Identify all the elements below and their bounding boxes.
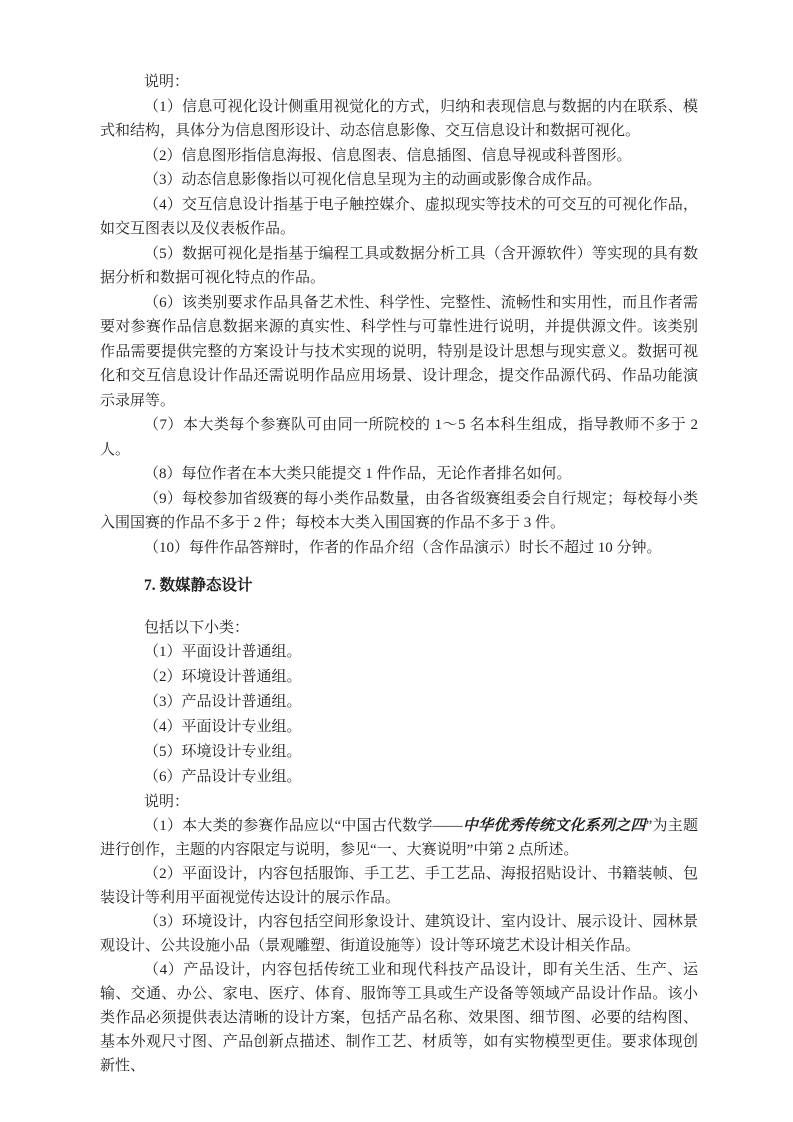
- section7-subcategory-6: （6）产品设计专业组。: [144, 769, 302, 785]
- section6-note-5: （5）数据可视化是指基于编程工具或数据分析工具（含开源软件）等实现的具有数据分析和数据可视化特点的作品。: [100, 245, 698, 286]
- section7-note-4: （4）产品设计，内容包括传统工业和现代科技产品设计，即有关生活、生产、运输、交通、办公、家电、医疗、体育、服饰等工具或生产设备等领域产品设计作品。该小类作品必须提供表达清晰的设计方案，包括产品名称、效果图、细节图、必要的结构图、基本外观尺寸图、产品创新点描述、制作工艺、材质等，如有实物模型更佳。要求体现创新性、: [100, 962, 698, 1074]
- section7-heading: 7. 数媒静态设计: [144, 577, 253, 594]
- section7-subcategory-4: （4）平面设计专业组。: [144, 719, 302, 735]
- section7-intro: 包括以下小类：: [144, 620, 250, 636]
- section7-subcategory-1: （1）平面设计普通组。: [144, 644, 302, 660]
- section6-note-4: （4）交互信息设计指基于电子触控媒介、虚拟现实等技术的可交互的可视化作品，如交互图表以及仪表板作品。: [100, 196, 698, 237]
- section7-note-1-theme-emphasis: 中华优秀传统文化系列之四: [462, 818, 646, 834]
- section7-note-3: （3）环境设计，内容包括空间形象设计、建筑设计、室内设计、展示设计、园林景观设计、公共设施小品（景观雕塑、街道设施等）设计等环境艺术设计相关作品。: [100, 914, 698, 954]
- section6-note-7: （7）本大类每个参赛队可由同一所院校的 1～5 名本科生组成，指导教师不多于 2 人。: [100, 417, 698, 458]
- section7-notes-label: 说明：: [144, 794, 190, 810]
- section6-notes-label: 说明：: [144, 74, 190, 90]
- section6-note-8: （8）每位作者在本大类只能提交 1 件作品，无论作者排名如何。: [144, 466, 572, 482]
- section7-note-1-prefix: （1）本大类的参赛作品应以“中国古代数学——: [144, 818, 463, 834]
- section6-note-6: （6）该类别要求作品具备艺术性、科学性、完整性、流畅性和实用性，而且作者需要对参赛作品信息数据来源的真实性、科学性与可靠性进行说明，并提供源文件。该类别作品需要提供完整的方案设计与技术实现的说明，特别是设计思想与现实意义。数据可视化和交互信息设计作品还需说明作品应用场景、设计理念，提交作品源代码、作品功能演示录屏等。: [100, 294, 698, 409]
- section6-note-3: （3）动态信息影像指以可视化信息呈现为主的动画或影像合成作品。: [144, 172, 602, 188]
- section7-note-2: （2）平面设计，内容包括服饰、手工艺、手工艺品、海报招贴设计、书籍装帧、包装设计等利用平面视觉传达设计的展示作品。: [100, 866, 698, 906]
- section7-subcategory-3: （3）产品设计普通组。: [144, 694, 302, 710]
- section6-note-9: （9）每校参加省级赛的每小类作品数量，由各省级赛组委会自行规定；每校每小类入围国赛的作品不多于 2 件；每校本大类入围国赛的作品不多于 3 件。: [100, 490, 698, 531]
- section6-note-10: （10）每件作品答辩时，作者的作品介绍（含作品演示）时长不超过 10 分钟。: [144, 539, 662, 556]
- section7-note-1-suffix: ”为主题进行创作，主题的内容限定与说明，参见“一、大赛说明”中第 2 点所述。: [100, 818, 698, 858]
- section6-note-1: （1）信息可视化设计侧重用视觉化的方式，归纳和表现信息与数据的内在联系、模式和结构，具体分为信息图形设计、动态信息影像、交互信息设计和数据可视化。: [100, 98, 698, 139]
- document-body: [100, 70, 698, 1078]
- section7-subcategory-2: （2）环境设计普通组。: [144, 669, 302, 685]
- section6-note-2: （2）信息图形指信息海报、信息图表、信息插图、信息导视或科普图形。: [144, 147, 632, 164]
- section7-note-1: [100, 814, 698, 862]
- section7-subcategory-5: （5）环境设计专业组。: [144, 744, 302, 760]
